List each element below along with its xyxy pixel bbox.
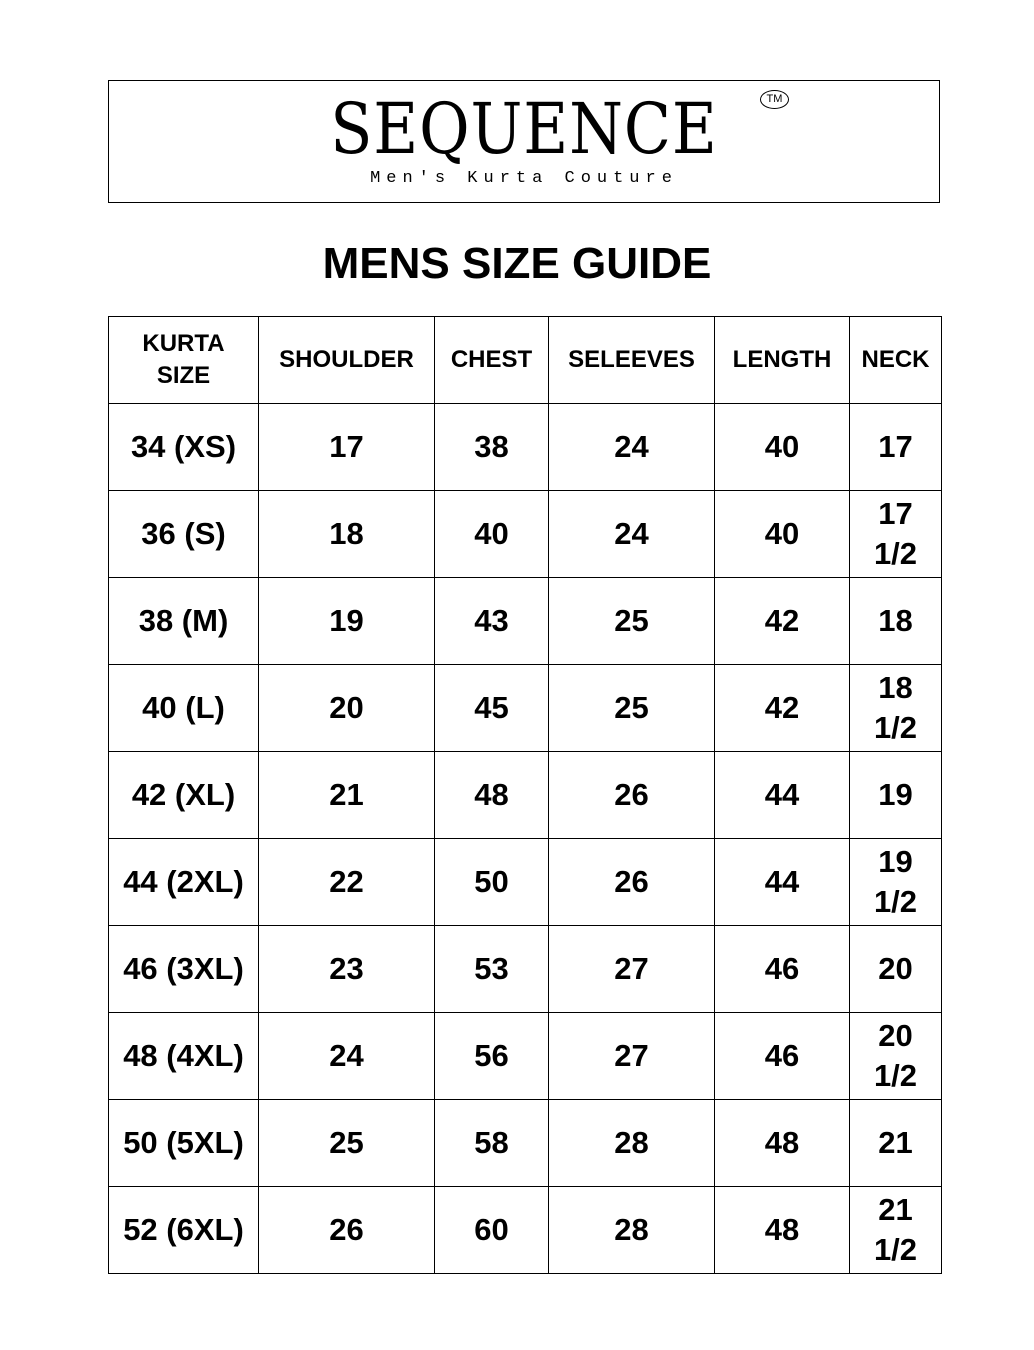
neck-value: 19: [878, 844, 913, 879]
cell-neck: [850, 1013, 942, 1100]
header-kurta-size: [109, 317, 259, 404]
cell-shoulder: 19: [259, 578, 435, 665]
cell-chest: 40: [435, 491, 549, 578]
cell-length: 44: [715, 839, 850, 926]
brand-logo: SEQUENCE: [330, 88, 718, 170]
table-row: [109, 404, 942, 491]
cell-shoulder: 18: [259, 491, 435, 578]
cell-chest: 53: [435, 926, 549, 1013]
neck-value: 17: [878, 496, 913, 531]
neck-value: 21: [878, 1192, 913, 1227]
table-row: [109, 1013, 942, 1100]
table-row: [109, 926, 942, 1013]
cell-sleeves: 28: [549, 1187, 715, 1274]
neck-value: 19: [878, 777, 913, 812]
header-kurta-size-line1: KURTA: [142, 330, 225, 357]
table-row: [109, 491, 942, 578]
neck-value: 17: [878, 429, 913, 464]
cell-length: 42: [715, 578, 850, 665]
table-row: [109, 578, 942, 665]
cell-chest: 43: [435, 578, 549, 665]
cell-neck: [850, 1187, 942, 1274]
table-header-row: [109, 317, 942, 404]
cell-chest: 38: [435, 404, 549, 491]
cell-size: 48 (4XL): [109, 1013, 259, 1100]
neck-value: 18: [878, 603, 913, 638]
cell-sleeves: 24: [549, 404, 715, 491]
brand-tagline: Men's Kurta Couture: [370, 169, 678, 188]
page-title: MENS SIZE GUIDE: [322, 239, 712, 288]
cell-neck: [850, 752, 942, 839]
neck-fraction: 1/2: [873, 1058, 918, 1093]
header-chest: CHEST: [435, 317, 549, 404]
size-guide-table: [108, 316, 942, 1274]
cell-sleeves: 24: [549, 491, 715, 578]
table-row: [109, 839, 942, 926]
cell-size: 44 (2XL): [109, 839, 259, 926]
trademark-symbol: TM: [760, 90, 789, 109]
neck-value: 18: [878, 670, 913, 705]
neck-value: 20: [878, 1018, 913, 1053]
cell-length: 40: [715, 404, 850, 491]
cell-chest: 50: [435, 839, 549, 926]
cell-sleeves: 25: [549, 665, 715, 752]
cell-size: 38 (M): [109, 578, 259, 665]
neck-value: 20: [878, 951, 913, 986]
cell-length: 42: [715, 665, 850, 752]
cell-length: 48: [715, 1187, 850, 1274]
header-length: LENGTH: [715, 317, 850, 404]
cell-sleeves: 26: [549, 752, 715, 839]
header-kurta-size-line2: SIZE: [156, 362, 211, 389]
header-neck: NECK: [850, 317, 942, 404]
cell-chest: 60: [435, 1187, 549, 1274]
cell-neck: [850, 404, 942, 491]
brand-header: [108, 80, 940, 203]
cell-shoulder: 20: [259, 665, 435, 752]
cell-shoulder: 25: [259, 1100, 435, 1187]
cell-neck: [850, 578, 942, 665]
table-row: [109, 1187, 942, 1274]
cell-neck: [850, 1100, 942, 1187]
cell-chest: 56: [435, 1013, 549, 1100]
cell-neck: [850, 665, 942, 752]
neck-fraction: 1/2: [873, 710, 918, 745]
cell-shoulder: 17: [259, 404, 435, 491]
neck-fraction: 1/2: [873, 536, 918, 571]
cell-size: 42 (XL): [109, 752, 259, 839]
cell-shoulder: 22: [259, 839, 435, 926]
table-row: [109, 752, 942, 839]
cell-shoulder: 21: [259, 752, 435, 839]
table-row: [109, 665, 942, 752]
cell-size: 34 (XS): [109, 404, 259, 491]
cell-sleeves: 28: [549, 1100, 715, 1187]
cell-length: 48: [715, 1100, 850, 1187]
cell-size: 50 (5XL): [109, 1100, 259, 1187]
cell-shoulder: 23: [259, 926, 435, 1013]
header-sleeves: SELEEVES: [549, 317, 715, 404]
cell-sleeves: 27: [549, 1013, 715, 1100]
cell-sleeves: 25: [549, 578, 715, 665]
cell-size: 36 (S): [109, 491, 259, 578]
cell-shoulder: 24: [259, 1013, 435, 1100]
cell-chest: 48: [435, 752, 549, 839]
cell-neck: [850, 839, 942, 926]
cell-length: 46: [715, 926, 850, 1013]
header-shoulder: SHOULDER: [259, 317, 435, 404]
table-row: [109, 1100, 942, 1187]
cell-size: 52 (6XL): [109, 1187, 259, 1274]
cell-sleeves: 27: [549, 926, 715, 1013]
cell-sleeves: 26: [549, 839, 715, 926]
cell-shoulder: 26: [259, 1187, 435, 1274]
neck-value: 21: [878, 1125, 913, 1160]
neck-fraction: 1/2: [873, 884, 918, 919]
cell-length: 46: [715, 1013, 850, 1100]
cell-length: 44: [715, 752, 850, 839]
cell-neck: [850, 926, 942, 1013]
cell-size: 40 (L): [109, 665, 259, 752]
cell-chest: 58: [435, 1100, 549, 1187]
cell-size: 46 (3XL): [109, 926, 259, 1013]
cell-length: 40: [715, 491, 850, 578]
cell-chest: 45: [435, 665, 549, 752]
cell-neck: [850, 491, 942, 578]
neck-fraction: 1/2: [873, 1232, 918, 1267]
